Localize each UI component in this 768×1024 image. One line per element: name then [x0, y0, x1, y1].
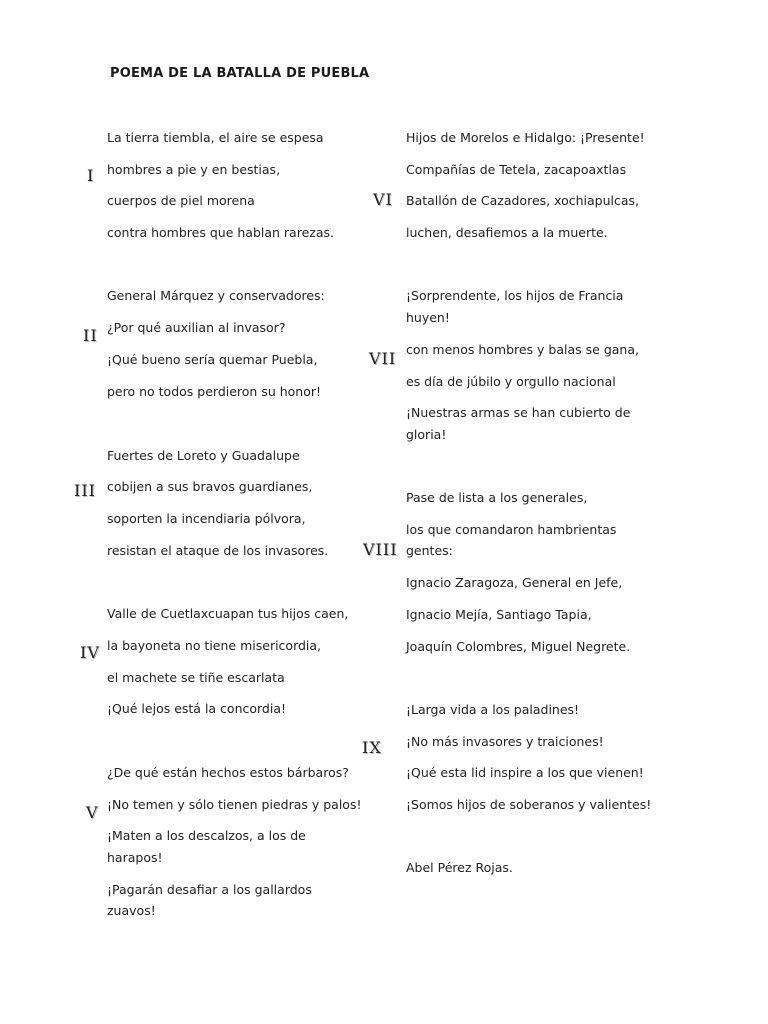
- stanza-line: Batallón de Cazadores, xochiapulcas,: [406, 193, 640, 208]
- stanza-line: ¿Por qué auxilian al invasor?: [107, 320, 286, 335]
- stanza-line: Fuertes de Loreto y Guadalupe: [107, 448, 300, 463]
- stanza-numeral-vi: VI: [373, 190, 393, 209]
- stanza-numeral-i: I: [87, 166, 95, 185]
- stanza-numeral-iii: III: [74, 481, 96, 500]
- stanza-line: hombres a pie y en bestias,: [107, 162, 281, 177]
- stanza-numeral-v: V: [86, 803, 99, 822]
- stanza-line: Ignacio Mejía, Santiago Tapia,: [406, 607, 592, 622]
- stanza-line: ¡No temen y sólo tienen piedras y palos!: [107, 797, 362, 812]
- stanza-line: ¿De qué están hechos estos bárbaros?: [107, 765, 349, 780]
- stanza-line: es día de júbilo y orgullo nacional: [406, 374, 616, 389]
- stanza-line: soporten la incendiaria pólvora,: [107, 511, 306, 526]
- stanza-line: Ignacio Zaragoza, General en Jefe,: [406, 575, 623, 590]
- stanza-numeral-viii: VIII: [363, 540, 398, 559]
- stanza-line: contra hombres que hablan rarezas.: [107, 225, 334, 240]
- stanza-line: Valle de Cuetlaxcuapan tus hijos caen,: [107, 606, 349, 621]
- stanza-line: con menos hombres y balas se gana,: [406, 342, 639, 357]
- stanza-line: ¡No más invasores y traiciones!: [406, 734, 604, 749]
- stanza-line: ¡Maten a los descalzos, a los de: [107, 828, 306, 843]
- stanza-line: gentes:: [406, 543, 453, 558]
- stanza-line: pero no todos perdieron su honor!: [107, 384, 322, 399]
- stanza-line: ¡Somos hijos de soberanos y valientes!: [406, 797, 652, 812]
- stanza-line: Joaquín Colombres, Miguel Negrete.: [406, 639, 631, 654]
- stanza-line: los que comandaron hambrientas: [406, 522, 617, 537]
- stanza-line: Pase de lista a los generales,: [406, 490, 588, 505]
- stanza-line: cuerpos de piel morena: [107, 193, 255, 208]
- stanza-line: cobijen a sus bravos guardianes,: [107, 479, 313, 494]
- stanza-line: Compañías de Tetela, zacapoaxtlas: [406, 162, 627, 177]
- stanza-numeral-ix: IX: [362, 738, 382, 757]
- stanza-line: General Márquez y conservadores:: [107, 288, 325, 303]
- stanza-line: gloria!: [406, 427, 447, 442]
- stanza-line: harapos!: [107, 850, 163, 865]
- stanza-line: ¡Qué bueno sería quemar Puebla,: [107, 352, 318, 367]
- stanza-line: ¡Larga vida a los paladines!: [406, 702, 580, 717]
- stanza-line: la bayoneta no tiene misericordia,: [107, 638, 322, 653]
- stanza-line: luchen, desafiemos a la muerte.: [406, 225, 608, 240]
- stanza-line: ¡Qué lejos está la concordia!: [107, 701, 287, 716]
- stanza-line: zuavos!: [107, 903, 156, 918]
- stanza-line: Hijos de Morelos e Hidalgo: ¡Presente!: [406, 130, 645, 145]
- author-signature: Abel Pérez Rojas.: [406, 860, 513, 875]
- stanza-line: ¡Nuestras armas se han cubierto de: [406, 405, 631, 420]
- stanza-numeral-ii: II: [83, 326, 98, 345]
- page-title: POEMA DE LA BATALLA DE PUEBLA: [110, 66, 370, 81]
- stanza-line: huyen!: [406, 310, 450, 325]
- stanza-line: el machete se tiñe escarlata: [107, 670, 285, 685]
- stanza-numeral-vii: VII: [369, 349, 397, 368]
- stanza-line: resistan el ataque de los invasores.: [107, 543, 329, 558]
- stanza-line: ¡Sorprendente, los hijos de Francia: [406, 288, 624, 303]
- stanza-line: La tierra tiembla, el aire se espesa: [107, 130, 324, 145]
- stanza-numeral-iv: IV: [80, 643, 100, 662]
- stanza-line: ¡Pagarán desafiar a los gallardos: [107, 882, 312, 897]
- stanza-line: ¡Qué esta lid inspire a los que vienen!: [406, 765, 644, 780]
